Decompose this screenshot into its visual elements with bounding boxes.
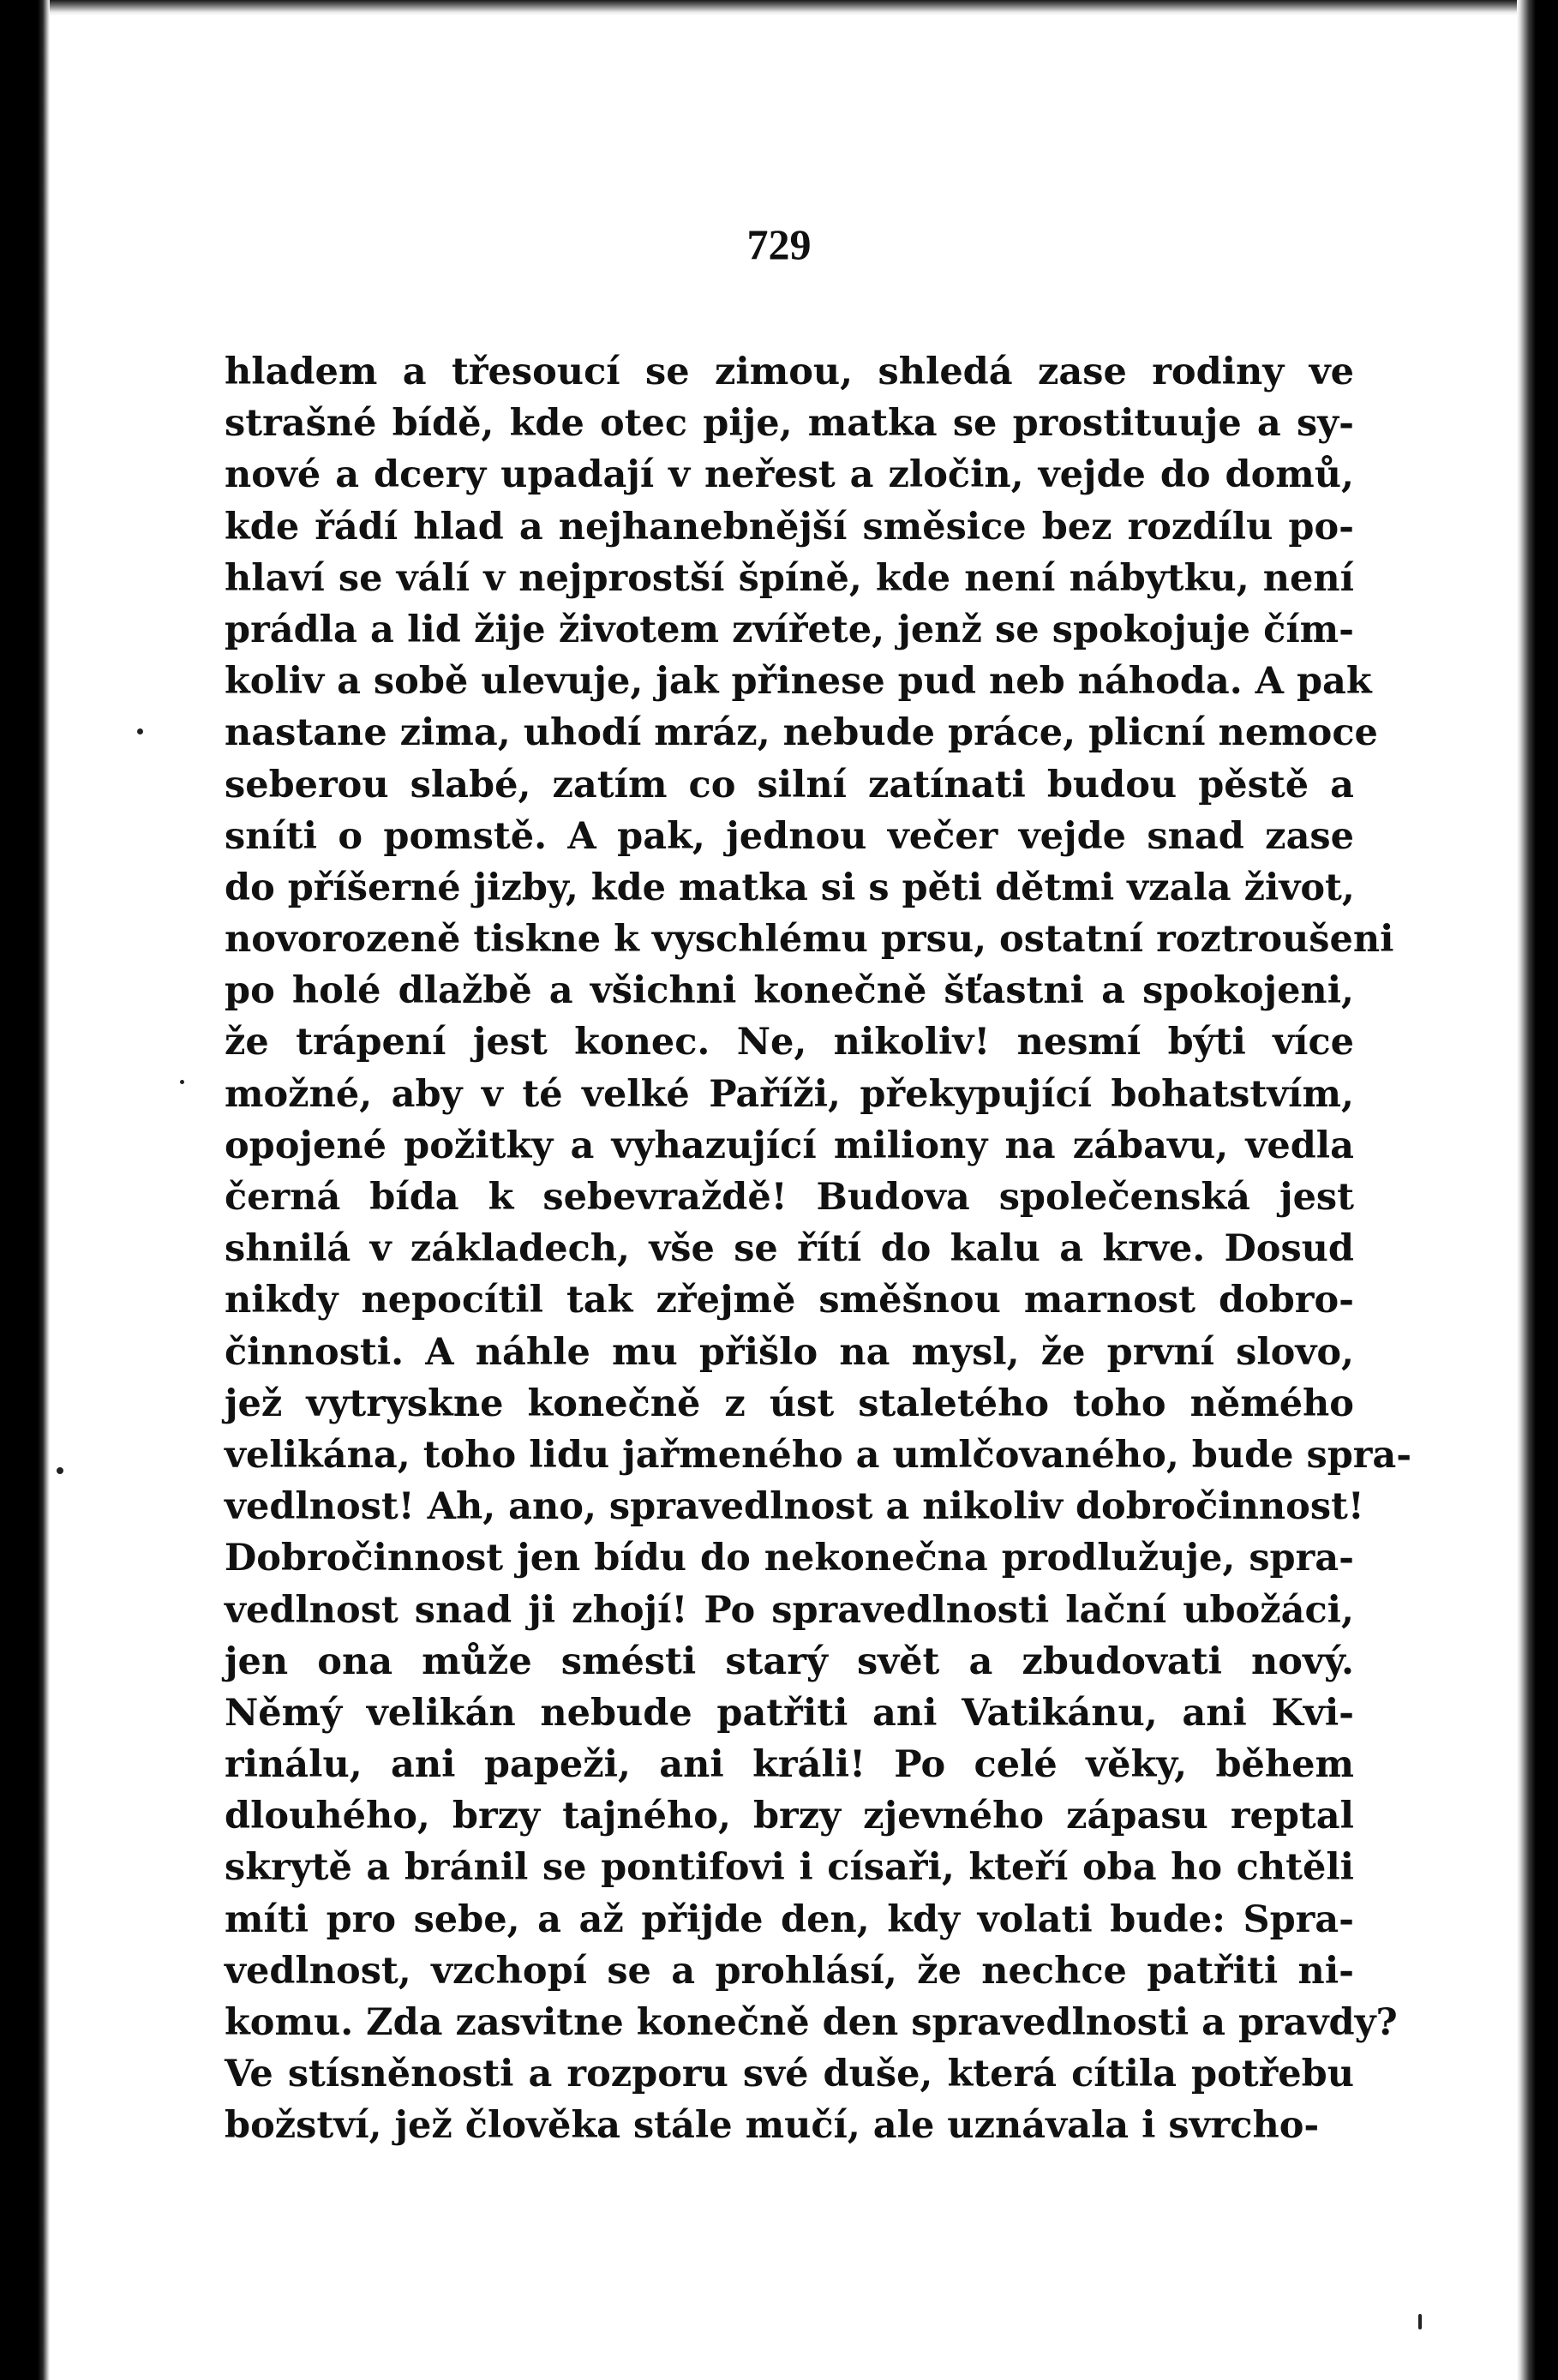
text-line: vedlnost, vzchopí se a prohlásí, že nechce patřiti ni- — [225, 1949, 1354, 1993]
text-line: prádla a lid žije životem zvířete, jenž se spokojuje čím- — [225, 608, 1354, 651]
text-line: seberou slabé, zatím co silní zatínati budou pěstě a — [225, 763, 1354, 806]
text-line: vedlnost snad ji zhojí! Po spravedlnosti lační ubožáci, — [225, 1588, 1354, 1632]
body-text — [225, 346, 1412, 2152]
text-line: nikdy nepocítil tak zřejmě směšnou marnost dobro- — [225, 1279, 1354, 1322]
text-line: že trápení jest konec. Ne, nikoliv! nesmí býti více — [225, 1021, 1354, 1064]
scan-shadow-right — [1517, 0, 1558, 2380]
text-line: rinálu, ani papeži, ani králi! Po celé věky, během — [225, 1743, 1354, 1787]
scan-speck — [57, 1467, 63, 1474]
text-line: kde řádí hlad a nejhanebnější směsice bez rozdílu po- — [225, 505, 1354, 549]
text-line: do příšerné jizby, kde matka si s pěti dětmi vzala život, — [225, 866, 1355, 909]
text-line: nastane zima, uhodí mráz, nebude práce, plicní nemoce — [225, 711, 1378, 755]
text-line: hladem a třesoucí se zimou, shledá zase rodiny ve — [225, 351, 1354, 393]
text-line: činnosti. A náhle mu přišlo na mysl, že první slovo, — [225, 1330, 1354, 1374]
text-line: vedlnost! Ah, ano, spravedlnost a nikoliv dobročinnost! — [225, 1485, 1364, 1529]
scan-speck — [137, 728, 143, 734]
text-line: míti pro sebe, a až přijde den, kdy volati bude: Spra- — [225, 1897, 1354, 1941]
scan-speck — [180, 1080, 184, 1084]
scan-shadow-left — [0, 0, 50, 2380]
page-number: 729 — [746, 220, 812, 268]
text-line: strašné bídě, kde otec pije, matka se prostituuje a sy- — [225, 402, 1354, 446]
text-line: opojené požitky a vyhazující miliony na zábavu, vedla — [225, 1124, 1354, 1167]
scan-speck — [1418, 2314, 1422, 2329]
text-line: jen ona může smésti starý svět a zbudovati nový. — [225, 1640, 1354, 1683]
text-line: koliv a sobě ulevuje, jak přinese pud neb náhoda. A pak — [225, 660, 1372, 704]
text-line: božství, jež člověka stále mučí, ale uznávala i svrcho- — [225, 2104, 1320, 2148]
text-line: sníti o pomstě. A pak, jednou večer vejde snad zase — [225, 814, 1354, 858]
text-line: Němý velikán nebude patřiti ani Vatikánu, ani Kvi- — [225, 1691, 1354, 1735]
text-line: hlaví se válí v nejprostší špíně, kde není nábytku, není — [225, 556, 1354, 600]
text-line: nové a dcery upadají v neřest a zločin, vejde do domů, — [225, 453, 1354, 497]
text-line: velikána, toho lidu jařmeného a umlčovaného, bude spra- — [225, 1433, 1412, 1477]
text-line: dlouhého, brzy tajného, brzy zjevného zápasu reptal — [225, 1795, 1354, 1838]
text-line: Ve stísněnosti a rozporu své duše, která cítila potřebu — [225, 2053, 1354, 2096]
text-line: možné, aby v té velké Paříži, překypující bohatstvím, — [225, 1072, 1354, 1116]
text-line: skrytě a bránil se pontifovi i císaři, kteří oba ho chtěli — [225, 1846, 1354, 1890]
text-line: shnilá v základech, vše se řítí do kalu a krve. Dosud — [225, 1227, 1354, 1271]
text-line: jež vytryskne konečně z úst staletého toho němého — [225, 1382, 1354, 1425]
text-line: Dobročinnost jen bídu do nekonečna prodlužuje, spra- — [225, 1537, 1354, 1580]
text-line: černá bída k sebevraždě! Budova společenská jest — [225, 1176, 1354, 1219]
text-line: komu. Zda zasvitne konečně den spravedlnosti a pravdy? — [225, 2001, 1398, 2044]
text-line: novorozeně tiskne k vyschlému prsu, ostatní roztroušeni — [225, 918, 1394, 962]
text-line: po holé dlažbě a všichni konečně šťastni a spokojeni, — [225, 969, 1354, 1013]
scan-shadow-top — [0, 0, 1558, 15]
